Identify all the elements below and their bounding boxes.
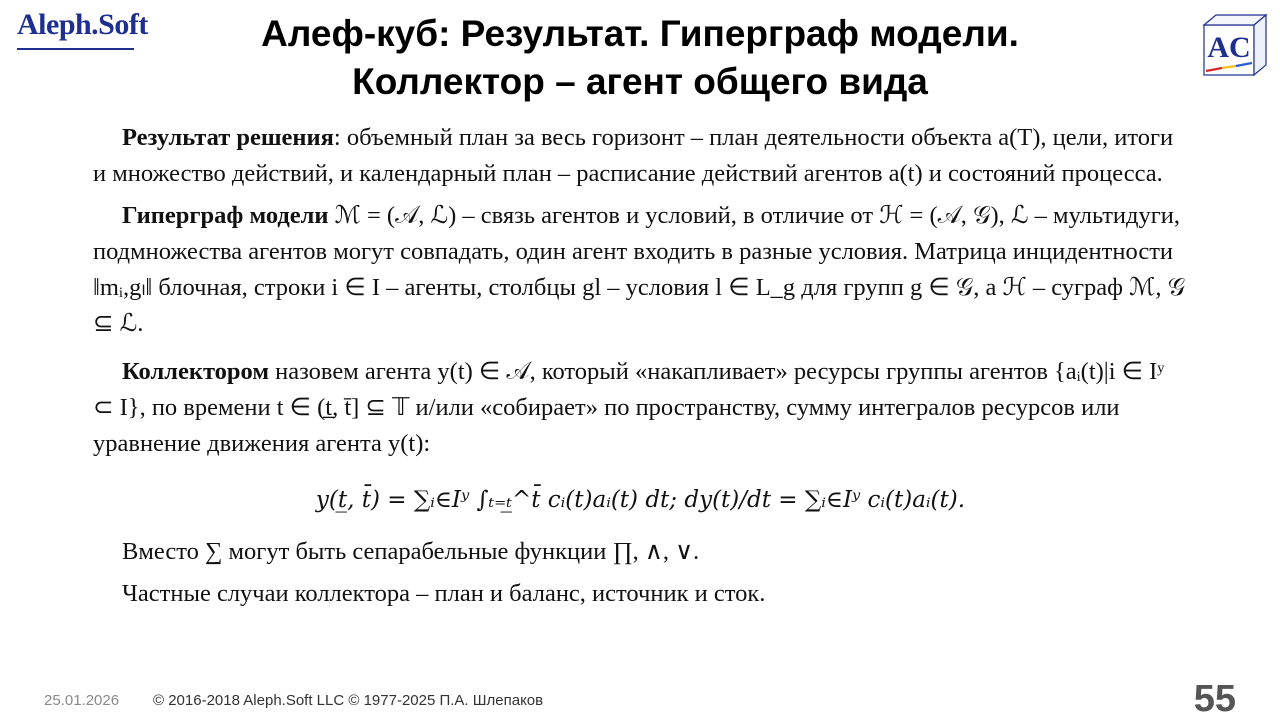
paragraph-result-text: : объемный план за весь горизонт – план деятельности объекта a(T), цели, итоги и множество действий, и календарный план – расписание действий агентов a(t) и состояний процесса.	[93, 124, 1174, 187]
title-line-2: Коллектор – агент общего вида	[352, 61, 928, 102]
footer-date: 25.01.2026	[44, 692, 120, 709]
page-number: 55	[1193, 678, 1236, 720]
paragraph-hypergraph	[93, 198, 1188, 342]
paragraph-result	[93, 120, 1188, 192]
title-line-1: Алеф-куб: Результат. Гиперграф модели.	[261, 13, 1019, 54]
paragraph-collector	[93, 354, 1188, 462]
paragraph-result-bold: Результат решения	[122, 124, 334, 151]
slide-content	[93, 120, 1188, 612]
paragraph-special-cases: Частные случаи коллектора – план и баланс, источник и сток.	[122, 580, 766, 607]
footer-copyright: © 2016-2018 Aleph.Soft LLC © 1977-2025 П.А. Шлепаков	[153, 692, 544, 709]
paragraph-separable: Вместо ∑ могут быть сепарабельные функции ∏, ∧, ∨.	[122, 538, 700, 565]
aleph-soft-logo: Aleph.Soft	[17, 8, 148, 41]
paragraph-collector-bold: Коллектором	[122, 358, 270, 385]
aleph-cube-logo	[1202, 13, 1268, 77]
slide-title	[180, 10, 1100, 106]
paragraph-collector-text: назовем агента y(t) ∈ 𝒜, который «накапливает» ресурсы группы агентов {aᵢ(t)|i ∈ Iʸ ⊂ I}, по времени t ∈ (t̲, t̄] ⊆ 𝕋 и/или «собирает» по пространству, сумму интегралов ресурсов или уравнение движения агента y(t):	[93, 358, 1165, 457]
cube-logo-text: AC	[1207, 31, 1251, 64]
collector-formula: y(t̲, t̄) = ∑ᵢ∈Iʸ ∫ₜ₌ₜ̲^t̄ cᵢ(t)aᵢ(t) dt; dy(t)/dt = ∑ᵢ∈Iʸ cᵢ(t)aᵢ(t).	[315, 487, 966, 513]
logo-underline	[17, 48, 134, 50]
paragraph-hypergraph-bold: Гиперграф модели	[122, 202, 329, 229]
paragraph-hypergraph-text: ℳ = (𝒜, ℒ) – связь агентов и условий, в отличие от ℋ = (𝒜, 𝒢), ℒ – мультидуги, подмножества агентов могут совпадать, один агент входить в разные условия. Матрица инцидентности ‖mᵢ,gₗ‖ блочная, строки i ∈ I – агенты, столбцы gl – условия l ∈ L_g для групп g ∈ 𝒢, а ℋ – суграф ℳ, 𝒢 ⊆ ℒ.	[93, 202, 1186, 337]
